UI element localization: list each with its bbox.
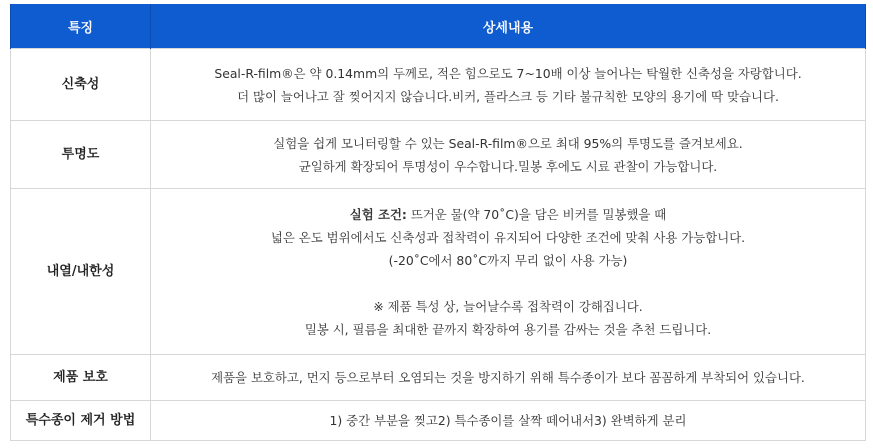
detail-cell-transparency — [151, 121, 866, 189]
detail-line: 실험을 쉽게 모니터링할 수 있는 Seal-R-film®으로 최대 95%의 투명도를 즐겨보세요. — [273, 135, 743, 151]
header-feature: 특징 — [11, 4, 151, 49]
detail-cell-product-protection — [151, 355, 866, 401]
condition-label: 실험 조건: — [349, 206, 407, 222]
condition-text: 뜨거운 물(약 70˚C)을 담은 비커를 밀봉했을 때 — [406, 206, 667, 222]
detail-cell-paper-removal — [151, 401, 866, 441]
detail-line: (-20˚C에서 80˚C까지 무리 없이 사용 가능) — [388, 252, 628, 268]
header-detail: 상세내용 — [151, 4, 866, 49]
table-row-product-protection — [11, 355, 866, 401]
detail-line: 1) 중간 부분을 찢고2) 특수종이를 살짝 떼어내서3) 완벽하게 분리 — [329, 413, 687, 428]
condition-line — [155, 203, 861, 226]
table-row-paper-removal — [11, 401, 866, 441]
note-line: ※ 제품 특성 상, 늘어날수록 접착력이 강해집니다. — [373, 298, 643, 314]
feature-cell-heat-cold-resistance: 내열/내한성 — [11, 189, 151, 355]
detail-line: 제품을 보호하고, 먼지 등으로부터 오염되는 것을 방지하기 위해 특수종이가 보다 꼼꼼하게 부착되어 있습니다. — [211, 370, 805, 385]
detail-line: 넓은 온도 범위에서도 신축성과 접착력이 유지되어 다양한 조건에 맞춰 사용 가능합니다. — [270, 229, 746, 245]
feature-cell-elasticity: 신축성 — [11, 49, 151, 121]
feature-cell-paper-removal: 특수종이 제거 방법 — [11, 401, 151, 441]
feature-cell-product-protection: 제품 보호 — [11, 355, 151, 401]
table-row-elasticity — [11, 49, 866, 121]
detail-cell-heat-cold-resistance — [151, 189, 866, 355]
table-row-heat-cold-resistance — [11, 189, 866, 355]
table-row-transparency — [11, 121, 866, 189]
detail-cell-elasticity — [151, 49, 866, 121]
spacer — [155, 272, 861, 295]
product-spec-table — [10, 4, 866, 441]
table-header-row — [11, 4, 866, 49]
detail-line: 균일하게 확장되어 투명성이 우수합니다.밀봉 후에도 시료 관찰이 가능합니다. — [298, 158, 718, 174]
detail-line: Seal-R-film®은 약 0.14mm의 두께로, 적은 힘으로도 7~10배 이상 늘어나는 탁월한 신축성을 자랑합니다. — [214, 65, 802, 81]
note-line: 밀봉 시, 필름을 최대한 끝까지 확장하여 용기를 감싸는 것을 추천 드립니다. — [304, 321, 712, 337]
feature-cell-transparency: 투명도 — [11, 121, 151, 189]
detail-line: 더 많이 늘어나고 잘 찢어지지 않습니다.비커, 플라스크 등 기타 불규칙한 모양의 용기에 딱 맞습니다. — [237, 88, 779, 104]
